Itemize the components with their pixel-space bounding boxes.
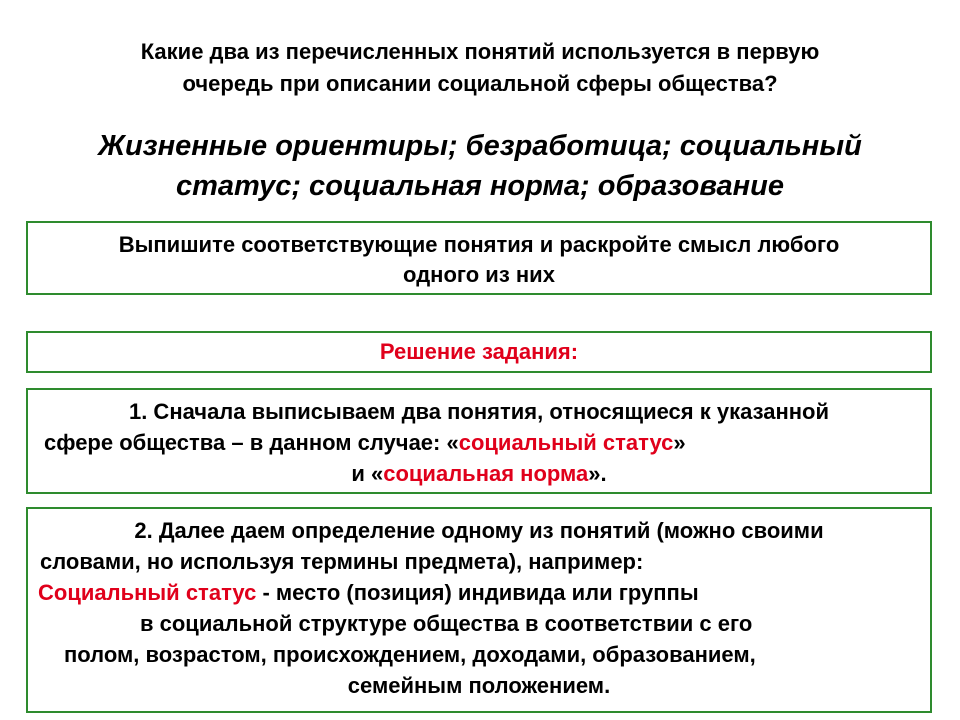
step1-line-2 xyxy=(28,427,930,458)
term-social-status: социальный статус xyxy=(458,430,674,455)
step-2-box xyxy=(26,507,932,713)
term-social-norm: социальная норма xyxy=(383,461,589,486)
step1-line-3 xyxy=(28,458,930,489)
definition-text: - место (позиция) индивида или группы xyxy=(256,580,699,605)
solution-label: Решение задания: xyxy=(379,339,579,364)
task-line-1: Выпишите соответствующие понятия и раскройте смысл любого xyxy=(118,232,840,257)
step2-line-5: полом, возрастом, происхождением, доходами, образованием, xyxy=(64,642,756,667)
step2-line-2: словами, но используя термины предмета), например: xyxy=(40,549,644,574)
step1-line-1: 1. Сначала выписываем два понятия, относящиеся к указанной xyxy=(128,399,830,424)
step2-line-6: семейным положением. xyxy=(347,673,611,698)
options-line-1: Жизненные ориентиры; безработица; социальный xyxy=(98,130,862,162)
step1-line-3-suffix: ». xyxy=(588,461,607,486)
task-line-2: одного из них xyxy=(403,262,555,287)
step2-line-4: в социальной структуре общества в соответствии с его xyxy=(140,611,753,636)
step1-line-2-suffix: » xyxy=(673,430,686,455)
step-1-box xyxy=(26,388,932,494)
step1-line-2-prefix: сфере общества – в данном случае: « xyxy=(44,430,459,455)
task-box xyxy=(26,221,932,295)
question-title xyxy=(40,36,920,100)
step1-line-3-prefix: и « xyxy=(351,461,384,486)
question-line-1: Какие два из перечисленных понятий используется в первую xyxy=(140,39,820,64)
concept-options xyxy=(30,126,930,206)
step2-line-3 xyxy=(28,577,930,608)
solution-header-box xyxy=(26,331,932,373)
definition-term: Социальный статус xyxy=(38,580,257,605)
options-line-2: статус; социальная норма; образование xyxy=(175,170,784,202)
question-line-2: очередь при описании социальной сферы общества? xyxy=(182,71,778,96)
step2-line-1: 2. Далее даем определение одному из понятий (можно своими xyxy=(134,518,824,543)
